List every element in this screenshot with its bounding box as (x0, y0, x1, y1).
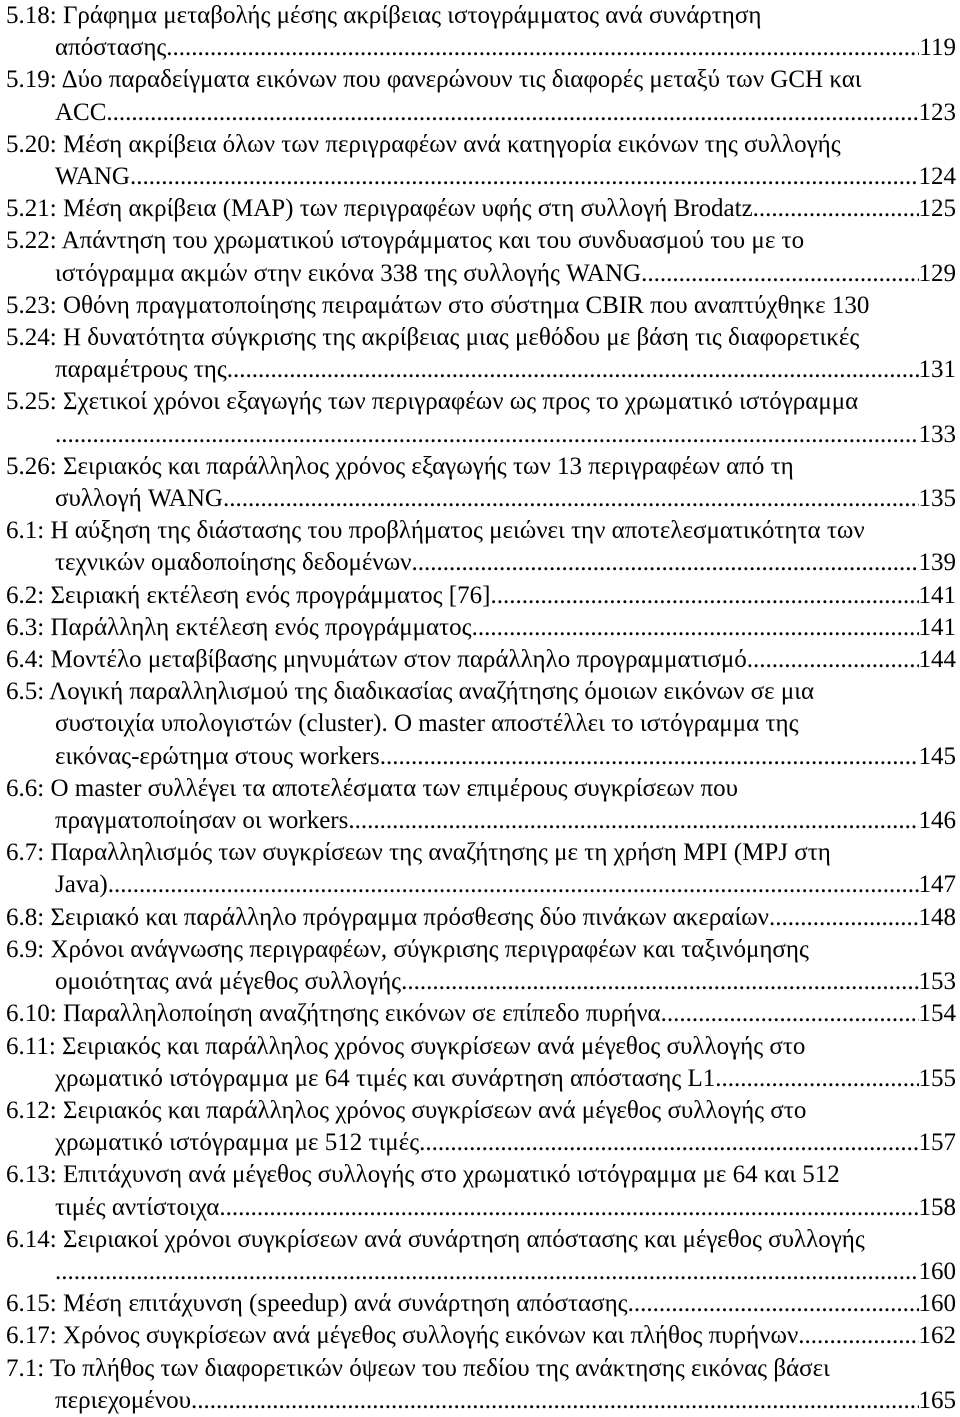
toc-entry-line (6, 580, 956, 612)
toc-entry[interactable] (6, 386, 956, 450)
page-number: 135 (918, 485, 956, 513)
page-number: 131 (918, 356, 956, 384)
dot-leader (641, 258, 918, 290)
page-number: 146 (918, 807, 956, 835)
toc-entry-text: 6.13: Επιτάχυνση ανά μέγεθος συλλογής στο χρωματικό ιστόγραμμα με 64 και 512 (6, 1161, 840, 1189)
toc-entry-line (6, 1288, 956, 1320)
dot-leader (106, 97, 918, 129)
toc-entry-text: 5.22: Απάντηση του χρωματικού ιστογράμματος και του συνδυασμού του με το (6, 227, 805, 255)
toc-entry-line (6, 0, 956, 32)
toc-entry[interactable] (6, 225, 956, 289)
dot-leader (130, 161, 919, 193)
page-number: 155 (918, 1064, 956, 1092)
page-number: 145 (918, 742, 956, 770)
toc-entry-line (6, 193, 956, 225)
dot-leader (753, 193, 919, 225)
toc-entry-line (6, 225, 956, 257)
toc-entry-text: ACC (55, 98, 107, 126)
toc-entry[interactable] (6, 322, 956, 386)
toc-entry[interactable] (6, 290, 956, 322)
toc-entry-text: 6.15: Μέση επιτάχυνση (speedup) ανά συνάρτηση απόστασης (6, 1290, 628, 1318)
toc-entry-text: περιεχομένου (55, 1386, 191, 1414)
toc-entry-text: 6.11: Σειριακός και παράλληλος χρόνος συγκρίσεων ανά μέγεθος συλλογής στο (6, 1032, 806, 1060)
toc-entry-line (6, 1320, 956, 1352)
toc-entry-line (6, 1256, 956, 1288)
dot-leader (108, 869, 919, 901)
toc-entry[interactable] (6, 1095, 956, 1159)
dot-leader (55, 419, 919, 451)
page-number: 147 (918, 871, 956, 899)
toc-entry-line (6, 290, 956, 322)
dot-leader (386, 741, 918, 773)
page-number: 123 (918, 98, 956, 126)
toc-entry-text: 6.7: Παραλληλισμός των συγκρίσεων της αναζήτησης με τη χρήση MPI (MPJ στη (6, 839, 831, 867)
toc-entry[interactable] (6, 612, 956, 644)
toc-entry-line (6, 805, 956, 837)
toc-entry-line (6, 1224, 956, 1256)
toc-entry[interactable] (6, 580, 956, 612)
toc-entry-text: 5.19: Δύο παραδείγματα εικόνων που φανερώνουν τις διαφορές μεταξύ των GCH και (6, 66, 862, 94)
toc-entry[interactable] (6, 902, 956, 934)
toc-entry-text: ιστόγραμμα ακμών στην εικόνα 338 της συλλογής WANG (55, 259, 642, 287)
toc-entry-line (6, 547, 956, 579)
toc-entry[interactable] (6, 64, 956, 128)
toc-entry[interactable] (6, 676, 956, 773)
toc-entry-line (6, 934, 956, 966)
dot-leader (191, 1385, 919, 1417)
toc-entry-line (6, 1095, 956, 1127)
dot-leader (798, 1320, 918, 1352)
toc-entry-text: 6.17: Χρόνος συγκρίσεων ανά μέγεθος συλλογής εικόνων και πλήθος πυρήνων (6, 1322, 799, 1350)
toc-entry-line (6, 258, 956, 290)
dot-leader (661, 998, 919, 1030)
page-number: 129 (918, 259, 956, 287)
toc-entry-line (6, 97, 956, 129)
toc-entry-line (6, 1127, 956, 1159)
dot-leader (411, 547, 918, 579)
toc-entry[interactable] (6, 998, 956, 1030)
page-number: 153 (918, 968, 956, 996)
toc-entry-line (6, 902, 956, 934)
dot-leader (55, 1256, 919, 1288)
toc-entry-line (6, 64, 956, 96)
toc-entry[interactable] (6, 451, 956, 515)
toc-entry-line (6, 419, 956, 451)
toc-entry-text: 6.9: Χρόνοι ανάγνωσης περιγραφέων, σύγκρισης περιγραφέων και ταξινόμησης (6, 935, 809, 963)
toc-entry-text: ομοιότητας ανά μέγεθος συλλογής (55, 968, 402, 996)
dot-leader (227, 354, 919, 386)
toc-entry-text: παραμέτρους της (55, 356, 227, 384)
toc-entry[interactable] (6, 1288, 956, 1320)
toc-entry-line (6, 1192, 956, 1224)
dot-leader (166, 32, 919, 64)
toc-entry-line (6, 451, 956, 483)
dot-leader (348, 805, 918, 837)
toc-entry-text: 5.20: Μέση ακρίβεια όλων των περιγραφέων ανά κατηγορία εικόνων της συλλογής (6, 130, 841, 158)
page-number: 124 (918, 163, 956, 191)
toc-entry-text: WANG (55, 163, 130, 191)
toc-entry[interactable] (6, 0, 956, 64)
toc-entry-line (6, 129, 956, 161)
toc-entry-text: 6.5: Λογική παραλληλισμού της διαδικασίας αναζήτησης όμοιων εικόνων σε μια (6, 678, 815, 706)
toc-entry-text: 6.4: Μοντέλο μεταβίβασης μηνυμάτων στον παράλληλο προγραμματισμό (6, 646, 747, 674)
toc-entry-line (6, 869, 956, 901)
toc-entry-line (6, 161, 956, 193)
toc-entry-line (6, 1031, 956, 1063)
dot-leader (219, 1192, 918, 1224)
toc-entry-text: Java) (55, 871, 108, 899)
dot-leader (747, 644, 919, 676)
page-number: 157 (918, 1129, 956, 1157)
toc-entry[interactable] (6, 773, 956, 837)
page-number: 141 (918, 613, 956, 641)
toc-entry-line (6, 1353, 956, 1385)
toc-entry-line (6, 386, 956, 418)
toc-entry-text: 6.8: Σειριακό και παράλληλο πρόγραμμα πρόσθεσης δύο πινάκων ακεραίων (6, 903, 769, 931)
toc-entry-text: 5.23: Οθόνη πραγματοποίησης πειραμάτων στο σύστημα CBIR που αναπτύχθηκε 130 (6, 291, 870, 319)
toc-entry-line (6, 354, 956, 386)
page-number: 158 (918, 1193, 956, 1221)
toc-entry-line (6, 998, 956, 1030)
toc-entry-line (6, 1385, 956, 1417)
toc-entry-text: 6.3: Παράλληλη εκτέλεση ενός προγράμματος (6, 613, 472, 641)
toc-entry[interactable] (6, 1353, 956, 1417)
page-number: 162 (918, 1322, 956, 1350)
dot-leader (472, 612, 919, 644)
toc-entry-line (6, 741, 956, 773)
toc-entry[interactable] (6, 515, 956, 579)
toc-entry-text: απόστασης (55, 34, 167, 62)
toc-entry-text: 6.1: Η αύξηση της διάστασης του προβλήματος μειώνει την αποτελεσματικότητα των (6, 517, 865, 545)
toc-entry-line (6, 1159, 956, 1191)
page-number: 148 (918, 903, 956, 931)
toc-entry-line (6, 322, 956, 354)
toc-entry[interactable] (6, 644, 956, 676)
toc-entry-text: 5.21: Μέση ακρίβεια (MAP) των περιγραφέων υφής στη συλλογή Brodatz (6, 195, 753, 223)
page-number: 154 (918, 1000, 956, 1028)
toc-entry-text: 5.25: Σχετικοί χρόνοι εξαγωγής των περιγραφέων ως προς το χρωματικό ιστόγραμμα (6, 388, 859, 416)
toc-entry-line (6, 708, 956, 740)
toc-entry-text: εικόνας-ερώτημα στους workers. (55, 742, 387, 770)
toc-entry-text: συστοιχία υπολογιστών (cluster). Ο master αποστέλλει το ιστόγραμμα της (55, 710, 799, 738)
toc-entry-text: 6.2: Σειριακή εκτέλεση ενός προγράμματος [76] (6, 581, 491, 609)
toc-entry-text: 6.14: Σειριακοί χρόνοι συγκρίσεων ανά συνάρτηση απόστασης και μέγεθος συλλογής (6, 1225, 865, 1253)
toc-entry-text: τεχνικών ομαδοποίησης δεδομένων (55, 549, 412, 577)
toc-entry-line (6, 483, 956, 515)
toc-entry-line (6, 644, 956, 676)
page-number: 139 (918, 549, 956, 577)
toc-entry-line (6, 676, 956, 708)
dot-leader (769, 902, 919, 934)
dot-leader (628, 1288, 919, 1320)
page-number: 119 (919, 34, 956, 62)
toc-entry[interactable] (6, 1159, 956, 1223)
toc-entry-line (6, 515, 956, 547)
toc-entry-text: 6.10: Παραλληλοποίηση αναζήτησης εικόνων σε επίπεδο πυρήνα (6, 1000, 661, 1028)
page-number: 141 (918, 581, 956, 609)
toc-entry-text: 6.6: Ο master συλλέγει τα αποτελέσματα των επιμέρους συγκρίσεων που (6, 774, 738, 802)
toc-entry[interactable] (6, 934, 956, 998)
dot-leader (715, 1063, 918, 1095)
list-of-figures (6, 0, 956, 1417)
toc-entry[interactable] (6, 193, 956, 225)
page-number: 133 (918, 420, 956, 448)
toc-entry-text: 5.18: Γράφημα μεταβολής μέσης ακρίβειας ιστογράμματος ανά συνάρτηση (6, 2, 762, 29)
page-number: 144 (918, 646, 956, 674)
page-number: 160 (918, 1290, 956, 1318)
toc-entry-text: συλλογή WANG (55, 485, 223, 513)
page-number: 165 (918, 1386, 956, 1414)
dot-leader (419, 1127, 918, 1159)
toc-entry-text: 7.1: Το πλήθος των διαφορετικών όψεων του πεδίου της ανάκτησης εικόνας βάσει (6, 1354, 830, 1382)
toc-entry-text: 5.24: Η δυνατότητα σύγκρισης της ακρίβειας μιας μεθόδου με βάση τις διαφορετικές (6, 324, 860, 352)
toc-entry-line (6, 773, 956, 805)
page-number: 125 (918, 195, 956, 223)
toc-entry[interactable] (6, 837, 956, 901)
dot-leader (401, 966, 918, 998)
toc-entry-text: χρωματικό ιστόγραμμα με 64 τιμές και συνάρτηση απόστασης L1 (55, 1064, 716, 1092)
dot-leader (490, 580, 918, 612)
toc-entry-text: χρωματικό ιστόγραμμα με 512 τιμές (55, 1129, 420, 1157)
toc-entry-text: 6.12: Σειριακός και παράλληλος χρόνος συγκρίσεων ανά μέγεθος συλλογής στο (6, 1096, 807, 1124)
toc-entry-line (6, 32, 956, 64)
toc-entry[interactable] (6, 129, 956, 193)
toc-entry-line (6, 612, 956, 644)
dot-leader (223, 483, 919, 515)
page-number: 160 (918, 1257, 956, 1285)
toc-entry-line (6, 966, 956, 998)
toc-entry-text: τιμές αντίστοιχα (55, 1193, 220, 1221)
toc-entry[interactable] (6, 1224, 956, 1288)
toc-entry[interactable] (6, 1031, 956, 1095)
toc-entry-line (6, 837, 956, 869)
toc-entry-line (6, 1063, 956, 1095)
toc-entry[interactable] (6, 1320, 956, 1352)
toc-entry-text: 5.26: Σειριακός και παράλληλος χρόνος εξαγωγής των 13 περιγραφέων από τη (6, 452, 794, 480)
toc-entry-text: πραγματοποίησαν οι workers (55, 807, 349, 835)
